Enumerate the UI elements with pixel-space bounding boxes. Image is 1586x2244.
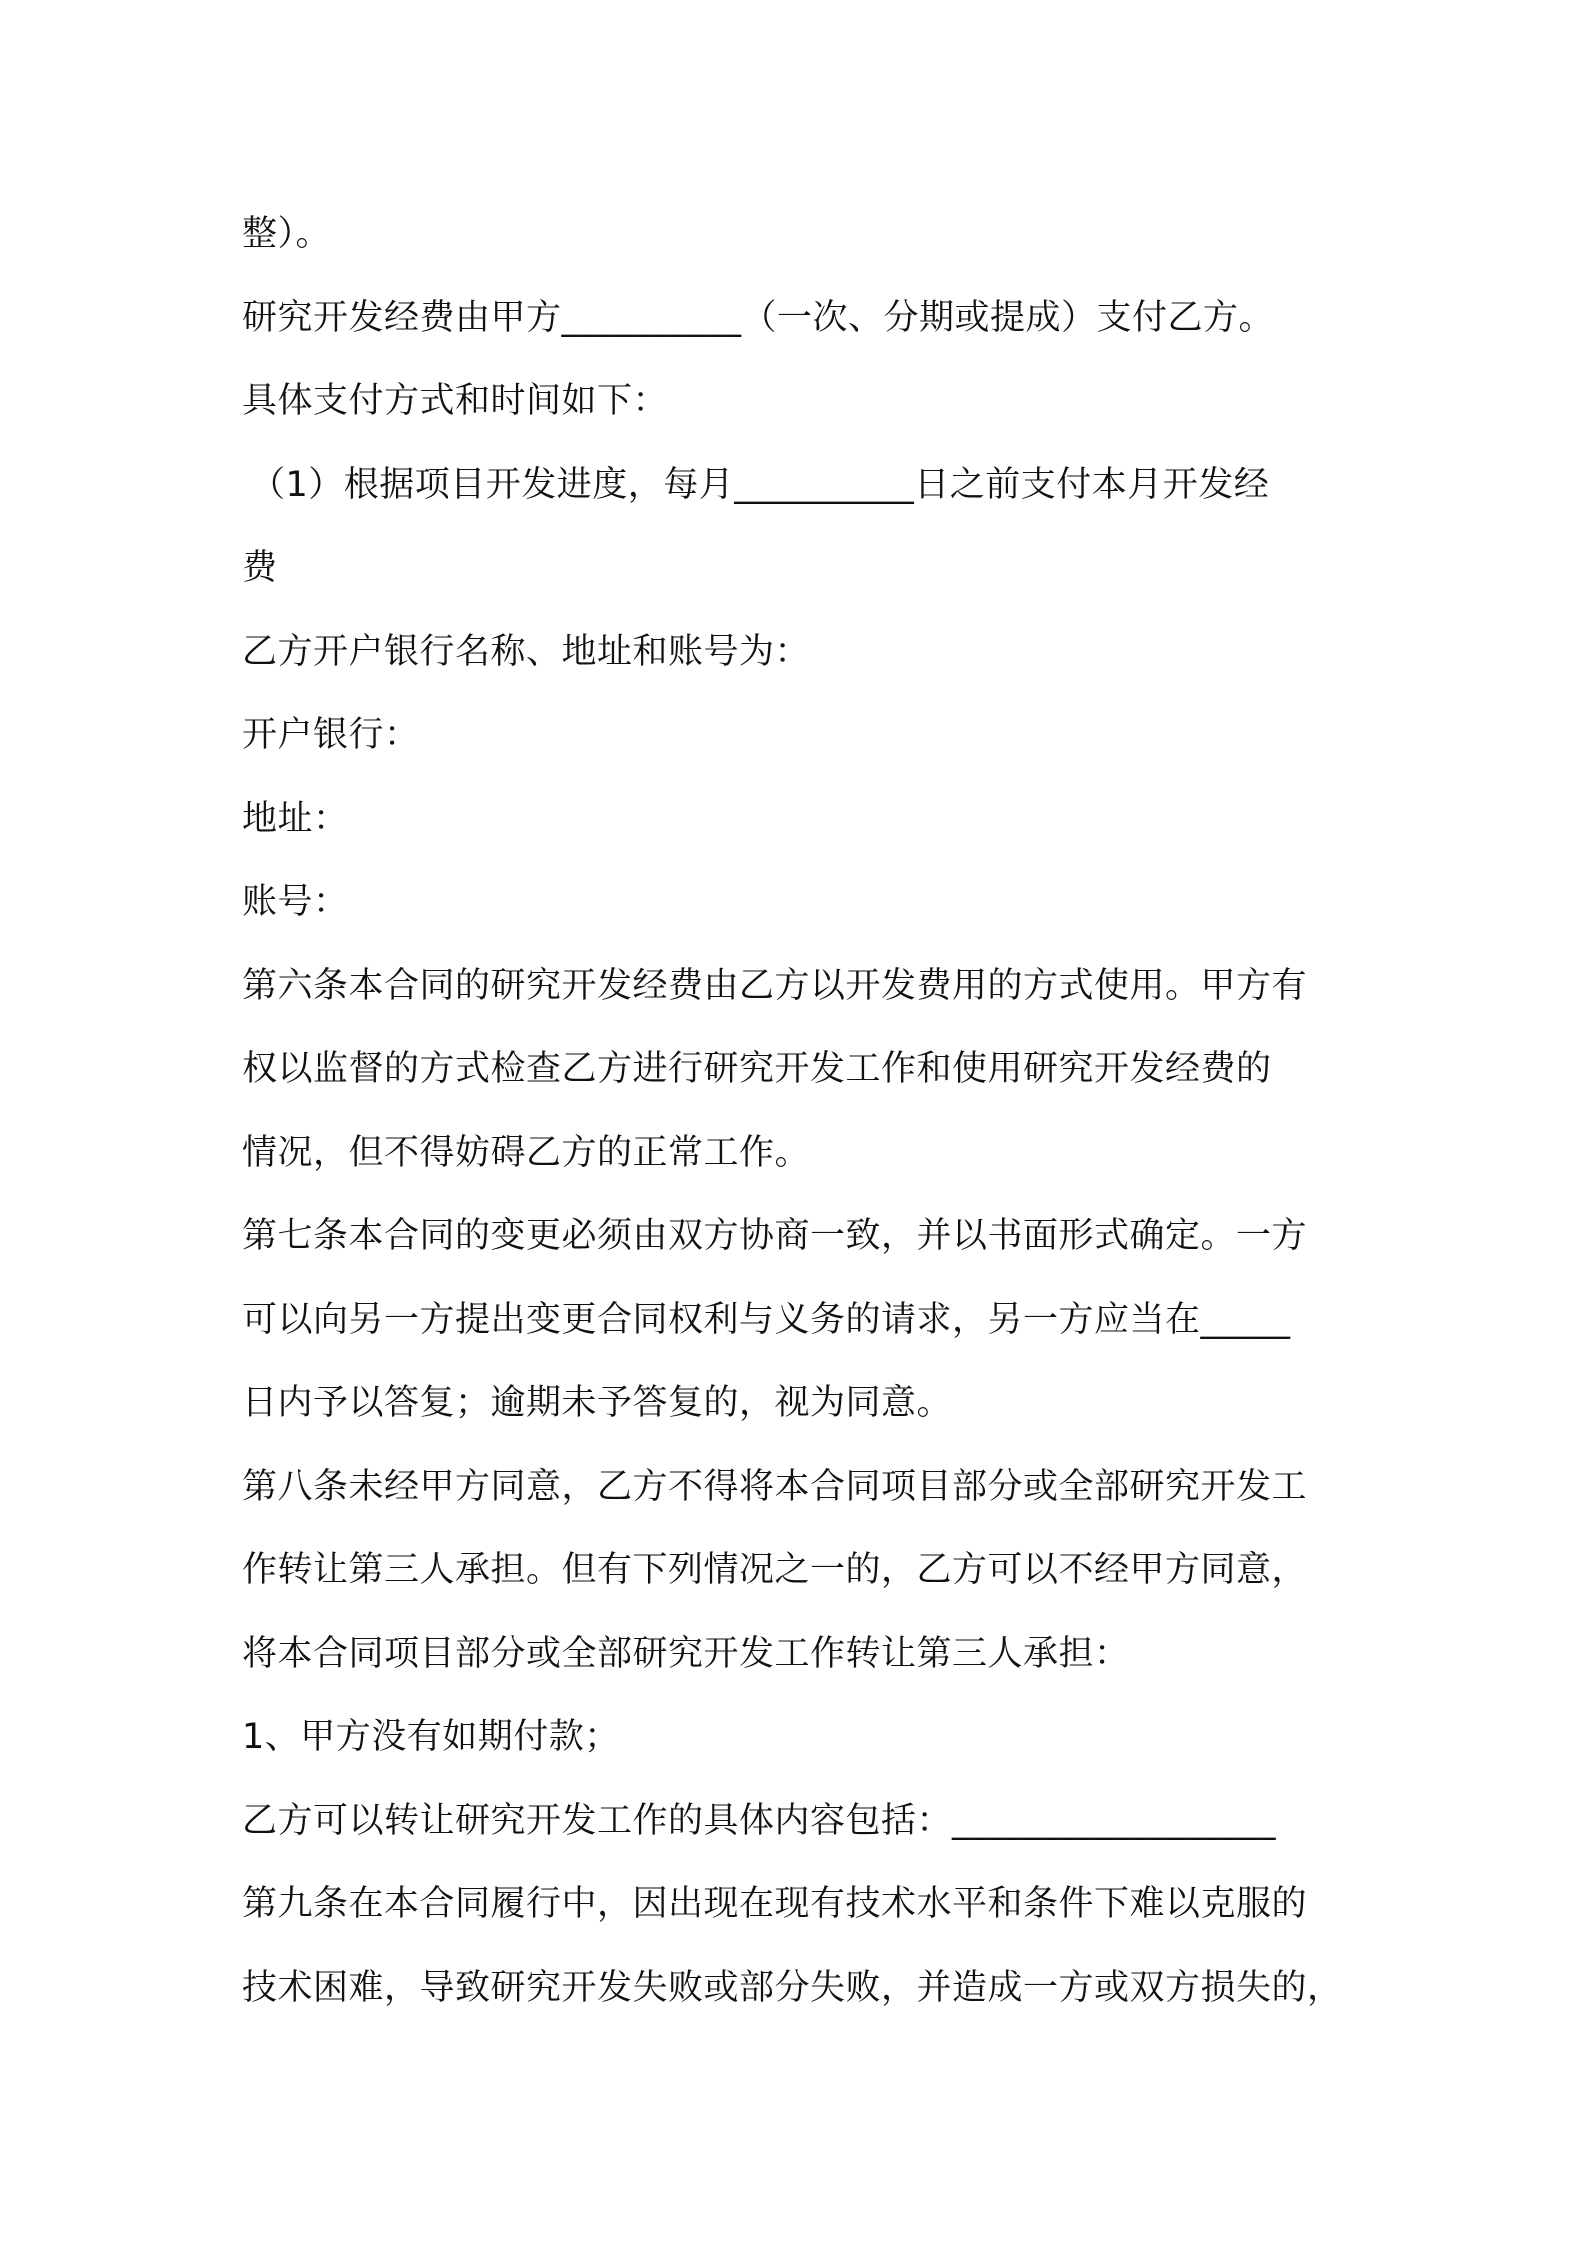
text-line: 作转让第三人承担。但有下列情况之一的，乙方可以不经甲方同意， <box>242 1550 1308 1590</box>
text-line: 1、甲方没有如期付款； <box>242 1717 620 1757</box>
text-line: 将本合同项目部分或全部研究开发工作转让第三人承担： <box>242 1633 1130 1674</box>
text-line: 具体支付方式和时间如下： <box>242 381 669 421</box>
document-body <box>242 193 1362 2030</box>
text-line: 情况，但不得妨碍乙方的正常工作。 <box>242 1132 811 1173</box>
text-line: 费 <box>242 548 278 588</box>
text-line: 账号： <box>242 882 349 922</box>
text-line: 技术困难，导致研究开发失败或部分失败，并造成一方或双方损失的， <box>242 1967 1343 2008</box>
text-line: 第八条未经甲方同意，乙方不得将本合同项目部分或全部研究开发工 <box>242 1466 1308 1507</box>
text-line: 研究开发经费由甲方__________（一次、分期或提成）支付乙方。 <box>242 297 1275 338</box>
text-line: （1）根据项目开发进度，每月__________日之前支付本月开发经 <box>250 464 1270 505</box>
text-line: 地址： <box>242 798 349 839</box>
text-line: 整）。 <box>242 214 332 254</box>
text-line: 日内予以答复；逾期未予答复的，视为同意。 <box>242 1383 953 1423</box>
text-line: 第九条在本合同履行中，因出现在现有技术水平和条件下难以克服的 <box>242 1884 1308 1924</box>
text-line: 乙方可以转让研究开发工作的具体内容包括：__________________ <box>242 1800 1277 1841</box>
text-line: 乙方开户银行名称、地址和账号为： <box>242 631 811 672</box>
text-line: 权以监督的方式检查乙方进行研究开发工作和使用研究开发经费的 <box>242 1049 1272 1089</box>
text-line: 开户银行： <box>242 715 420 755</box>
text-line: 可以向另一方提出变更合同权利与义务的请求，另一方应当在_____ <box>242 1299 1291 1340</box>
text-line: 第七条本合同的变更必须由双方协商一致，并以书面形式确定。一方 <box>242 1216 1308 1256</box>
text-line: 第六条本合同的研究开发经费由乙方以开发费用的方式使用。甲方有 <box>242 965 1308 1006</box>
